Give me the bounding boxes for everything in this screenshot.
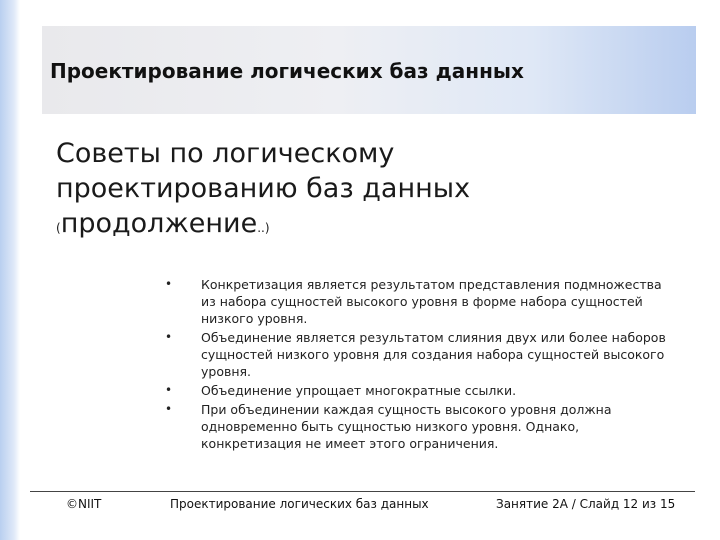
bullet-icon: • — [165, 330, 173, 344]
list-item — [160, 382, 670, 399]
list-item — [160, 329, 670, 380]
bullet-text: Объединение упрощает многократные ссылки. — [201, 383, 517, 398]
bullet-icon: • — [165, 383, 173, 397]
footer-copyright: ©NIIT — [66, 497, 102, 511]
header-title: Проектирование логических баз данных — [50, 59, 524, 83]
continuation-label: продолжение — [60, 208, 258, 239]
bullet-icon: • — [165, 277, 173, 291]
left-accent-strip — [0, 0, 20, 540]
bullet-text: Объединение является результатом слияния двух или более наборов сущностей низкого уровня для создания набора сущностей высокого уровня. — [201, 330, 666, 379]
paren-close: ..) — [257, 221, 270, 235]
bullet-text: Конкретизация является результатом представления подмножества из набора сущностей высокого уровня в форме набора сущностей низкого уровня. — [201, 277, 662, 326]
footer-divider — [30, 491, 695, 492]
bullet-list — [160, 276, 670, 454]
slide-title-line1: Советы по логическому — [56, 138, 395, 169]
list-item — [160, 276, 670, 327]
footer-course-title: Проектирование логических баз данных — [170, 497, 429, 511]
slide-title-line2: проектированию баз данных — [56, 173, 471, 204]
bullet-text: При объединении каждая сущность высокого уровня должна одновременно быть сущностью низкого уровня. Однако, конкретизация не имеет этого ограничения. — [201, 402, 612, 451]
footer-slide-info: Занятие 2A / Слайд 12 из 15 — [496, 497, 676, 511]
bullet-icon: • — [165, 402, 173, 416]
slide-title — [56, 136, 656, 246]
slide-title-line3 — [56, 206, 656, 246]
paren-open: ( — [56, 221, 61, 235]
list-item — [160, 401, 670, 452]
